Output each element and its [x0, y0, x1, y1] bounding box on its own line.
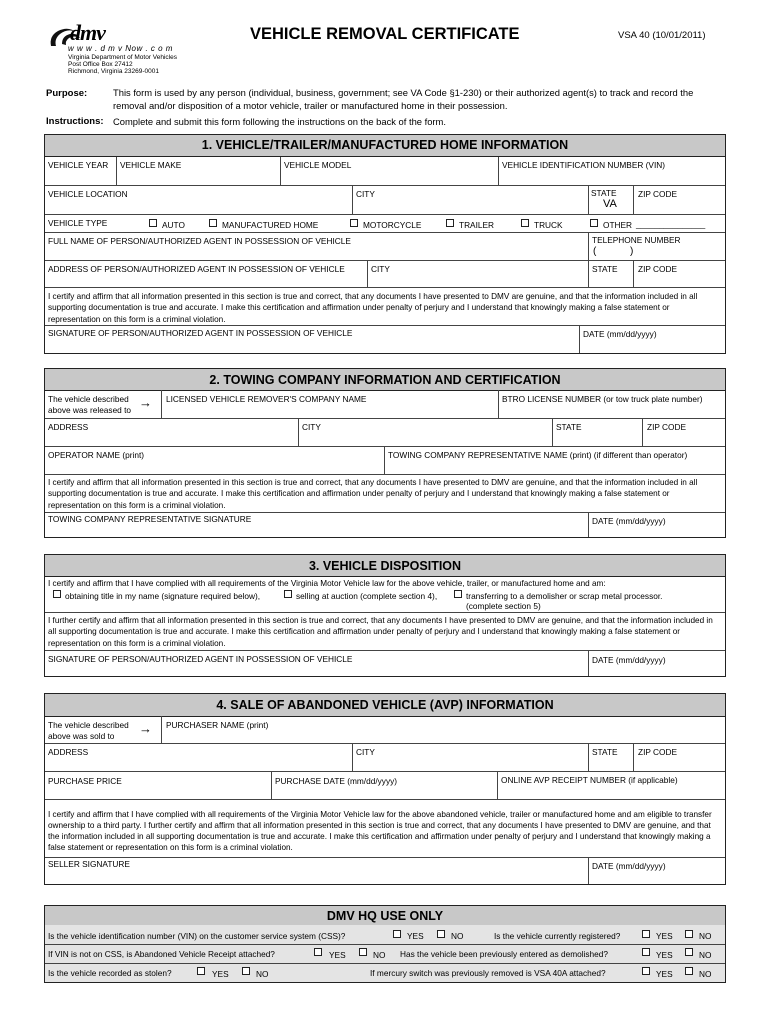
hq-q4: Has the vehicle been previously entered as demolished? [400, 949, 609, 959]
q4-no-label: NO [699, 950, 712, 960]
transferring-label: transferring to a demolisher or scrap metal processor. [466, 591, 663, 601]
btro-field[interactable]: BTRO LICENSE NUMBER (or tow truck plate number) [502, 394, 703, 404]
auto-checkbox[interactable] [149, 219, 157, 227]
avp-receipt-field[interactable]: ONLINE AVP RECEIPT NUMBER (if applicable) [501, 775, 678, 785]
q2-no-label: NO [699, 931, 712, 941]
section-1-date-field[interactable]: DATE (mm/dd/yyyy) [583, 329, 657, 339]
zip-field[interactable]: ZIP CODE [638, 189, 678, 199]
section-1-signature-field[interactable]: SIGNATURE OF PERSON/AUTHORIZED AGENT IN POSSESSION OF VEHICLE [48, 328, 353, 338]
state-label: STATE [591, 188, 617, 198]
instructions-text: Complete and submit this form following the instructions on the back of the form. [113, 116, 446, 127]
section-4-date-field[interactable]: DATE (mm/dd/yyyy) [592, 861, 666, 871]
city2-field[interactable]: CITY [371, 264, 390, 274]
q4-no-checkbox[interactable] [685, 948, 693, 956]
arrow-icon: → [139, 395, 152, 410]
transferring-checkbox[interactable] [454, 590, 462, 598]
section-2-date-field[interactable]: DATE (mm/dd/yyyy) [592, 516, 666, 526]
company-name-field[interactable]: LICENSED VEHICLE REMOVER'S COMPANY NAME [166, 394, 367, 404]
hq-q1: Is the vehicle identification number (VIN) on the customer service system (CSS)? [48, 931, 346, 941]
transferring-note: (complete section 5) [466, 601, 541, 611]
q1-no-label: NO [451, 931, 464, 941]
logo-wordmark: dmv [70, 20, 105, 45]
selling-auction-label: selling at auction (complete section 4), [296, 591, 438, 601]
section-4-certification: I certify and affirm that I have complied with all requirements of the Virginia Motor Vehicle law for the above abandoned vehicle, trailer or manufactured home and am eligible to transfer ownership to a third party. I further certify and affirm that all information presented in this section is true and correct, that any documents I have presented to DMV are genuine, and that the information included in all supporting documentation is true and accurate. I make this certification and affirmation under penalty of perjury and I understand that knowingly making a false statement or representation on this form is a criminal violation. [48, 810, 712, 852]
section-3-title: 3. VEHICLE DISPOSITION [45, 555, 725, 577]
logo-url: w w w . d m v Now . c o m [68, 44, 173, 53]
q2-no-checkbox[interactable] [685, 930, 693, 938]
q3-no-label: NO [373, 950, 386, 960]
state-value[interactable]: VA [603, 198, 617, 210]
form-title: VEHICLE REMOVAL CERTIFICATE [250, 25, 520, 43]
purchaser-zip-field[interactable]: ZIP CODE [638, 747, 678, 757]
telephone-field[interactable]: TELEPHONE NUMBER [592, 235, 681, 245]
hq-q2: Is the vehicle currently registered? [494, 931, 621, 941]
hq-q3: If VIN is not on CSS, is Abandoned Vehicle Receipt attached? [48, 949, 275, 959]
section-1-title: 1. VEHICLE/TRAILER/MANUFACTURED HOME INFORMATION [45, 135, 725, 157]
arrow-icon: → [139, 721, 152, 736]
truck-checkbox[interactable] [521, 219, 529, 227]
towing-signature-field[interactable]: TOWING COMPANY REPRESENTATIVE SIGNATURE [48, 514, 252, 524]
trailer-checkbox[interactable] [446, 219, 454, 227]
obtaining-title-checkbox[interactable] [53, 590, 61, 598]
vehicle-year-field[interactable]: VEHICLE YEAR [48, 160, 109, 170]
q6-yes-label: YES [656, 969, 673, 979]
section-2-certification: I certify and affirm that all information presented in this section is true and correct, that any documents I have presented to DMV are genuine, and that the information included in all supporting documentation is true and accurate. I make this certification and affirmation under penalty of perjury and I understand that knowingly making a false statement or representation on this form is a criminal violation. [48, 478, 698, 510]
q1-no-checkbox[interactable] [437, 930, 445, 938]
hq-title: DMV HQ USE ONLY [45, 906, 725, 926]
po-box: Post Office Box 27412 [68, 61, 133, 68]
full-name-field[interactable]: FULL NAME OF PERSON/AUTHORIZED AGENT IN POSSESSION OF VEHICLE [48, 236, 351, 246]
q4-yes-checkbox[interactable] [642, 948, 650, 956]
trailer-label: TRAILER [459, 220, 495, 230]
towing-address-field[interactable]: ADDRESS [48, 422, 89, 432]
city-state: Richmond, Virginia 23269-0001 [68, 68, 159, 75]
section-3-date-field[interactable]: DATE (mm/dd/yyyy) [592, 655, 666, 665]
towing-zip-field[interactable]: ZIP CODE [647, 422, 687, 432]
vin-field[interactable]: VEHICLE IDENTIFICATION NUMBER (VIN) [502, 160, 666, 170]
q1-yes-label: YES [407, 931, 424, 941]
motorcycle-checkbox[interactable] [350, 219, 358, 227]
phone-paren-open: ( [593, 246, 597, 257]
purpose-text: This form is used by any person (individual, business, government; see VA Code §1-230) or their authorized agent(s) to track and record the removal and/or disposition of a motor vehicle, trailer or manufactured home in their possession. [113, 87, 694, 111]
purchaser-address-field[interactable]: ADDRESS [48, 747, 89, 757]
obtaining-title-label: obtaining title in my name (signature required below), [65, 591, 261, 601]
towing-city-field[interactable]: CITY [302, 422, 321, 432]
vehicle-location-field[interactable]: VEHICLE LOCATION [48, 189, 128, 199]
city-field[interactable]: CITY [356, 189, 375, 199]
section-4-title: 4. SALE OF ABANDONED VEHICLE (AVP) INFORMATION [45, 694, 725, 717]
other-field[interactable]: _______________ [636, 219, 706, 229]
selling-auction-checkbox[interactable] [284, 590, 292, 598]
section-3-signature-field[interactable]: SIGNATURE OF PERSON/AUTHORIZED AGENT IN POSSESSION OF VEHICLE [48, 654, 353, 664]
agency-name: Virginia Department of Motor Vehicles [68, 54, 177, 61]
seller-signature-field[interactable]: SELLER SIGNATURE [48, 859, 130, 869]
released-to-line2: above was released to [48, 405, 132, 415]
q4-yes-label: YES [656, 950, 673, 960]
other-label: OTHER [603, 220, 633, 230]
address-field[interactable]: ADDRESS OF PERSON/AUTHORIZED AGENT IN POSSESSION OF VEHICLE [48, 264, 345, 274]
zip2-field[interactable]: ZIP CODE [638, 264, 678, 274]
rep-name-field[interactable]: TOWING COMPANY REPRESENTATIVE NAME (print) (if different than operator) [388, 450, 688, 460]
q6-yes-checkbox[interactable] [642, 967, 650, 975]
section-1-certification: I certify and affirm that all information presented in this section is true and correct, that any documents I have presented to DMV are genuine, and that the information included in all supporting documentation is true and accurate. I make this certification and affirmation under penalty of perjury and I understand that knowingly making a false statement or representation on this form is a criminal violation. [48, 292, 698, 324]
purchaser-city-field[interactable]: CITY [356, 747, 375, 757]
section-3-intro: I certify and affirm that I have complied with all requirements of the Virginia Motor Vehicle law for the above vehicle, trailer, or manufactured home and am: [48, 579, 606, 588]
q5-yes-label: YES [212, 969, 229, 979]
vehicle-model-field[interactable]: VEHICLE MODEL [284, 160, 352, 170]
q6-no-checkbox[interactable] [685, 967, 693, 975]
hq-q5: Is the vehicle recorded as stolen? [48, 968, 172, 978]
hq-q6: If mercury switch was previously removed is VSA 40A attached? [370, 968, 606, 978]
operator-name-field[interactable]: OPERATOR NAME (print) [48, 450, 145, 460]
q5-no-label: NO [256, 969, 269, 979]
form-number: VSA 40 (10/01/2011) [618, 30, 706, 41]
section-2-title: 2. TOWING COMPANY INFORMATION AND CERTIFICATION [45, 369, 725, 391]
purchase-price-field[interactable]: PURCHASE PRICE [48, 776, 122, 786]
instructions-label: Instructions: [46, 116, 104, 127]
towing-state-field[interactable]: STATE [556, 422, 582, 432]
q3-no-checkbox[interactable] [359, 948, 367, 956]
q1-yes-checkbox[interactable] [393, 930, 401, 938]
phone-paren-close: ) [630, 246, 634, 257]
q5-no-checkbox[interactable] [242, 967, 250, 975]
purpose-label: Purpose: [46, 88, 88, 99]
q5-yes-checkbox[interactable] [197, 967, 205, 975]
sold-to-line1: The vehicle described [48, 720, 129, 730]
purchaser-state-field[interactable]: STATE [592, 747, 618, 757]
q3-yes-checkbox[interactable] [314, 948, 322, 956]
other-checkbox[interactable] [590, 219, 598, 227]
truck-label: TRUCK [534, 220, 563, 230]
q2-yes-checkbox[interactable] [642, 930, 650, 938]
vehicle-type-label: VEHICLE TYPE [48, 218, 108, 228]
manufactured-home-label: MANUFACTURED HOME [222, 220, 319, 230]
manufactured-home-checkbox[interactable] [209, 219, 217, 227]
motorcycle-label: MOTORCYCLE [363, 220, 422, 230]
auto-label: AUTO [162, 220, 185, 230]
q3-yes-label: YES [329, 950, 346, 960]
state2-field[interactable]: STATE [592, 264, 618, 274]
section-3-certification: I further certify and affirm that all information presented in this section is true and correct, that any documents I have presented to DMV are genuine, and that the information included in all supporting documentation is true and accurate. I make this certification and affirmation under penalty of perjury and I understand that knowingly making a false statement or representation on this form is a criminal violation. [48, 616, 713, 648]
q2-yes-label: YES [656, 931, 673, 941]
sold-to-line2: above was sold to [48, 731, 115, 741]
q6-no-label: NO [699, 969, 712, 979]
released-to-line1: The vehicle described [48, 394, 129, 404]
purchase-date-field[interactable]: PURCHASE DATE (mm/dd/yyyy) [275, 776, 398, 786]
vehicle-make-field[interactable]: VEHICLE MAKE [120, 160, 182, 170]
purchaser-name-field[interactable]: PURCHASER NAME (print) [166, 720, 269, 730]
